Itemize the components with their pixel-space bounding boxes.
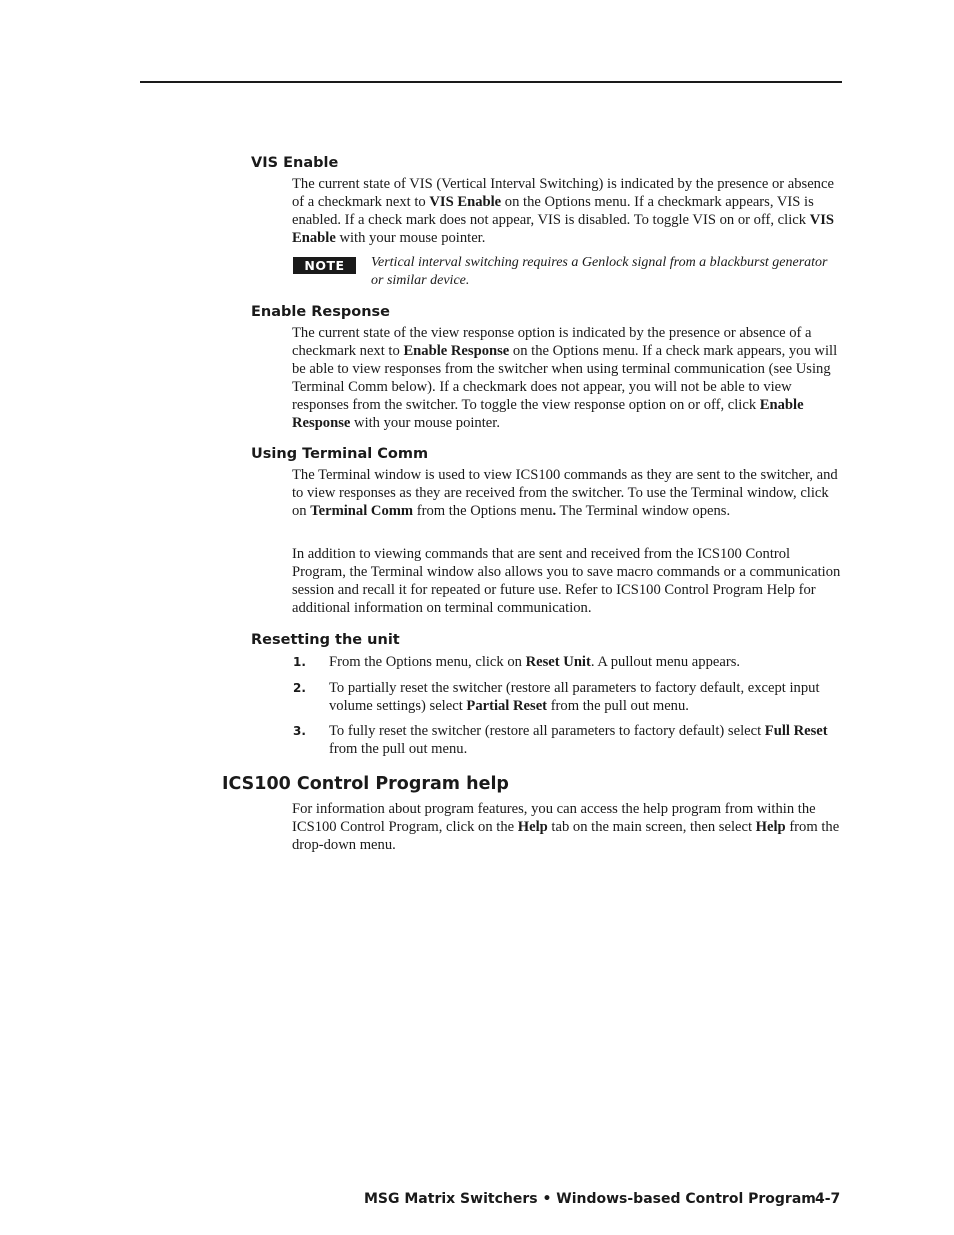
list-item-number: 3. [293, 724, 306, 738]
terminal-comm-paragraph-1: The Terminal window is used to view ICS100 commands as they are sent to the switcher, and to view responses as they are received from the switcher. To use the Terminal window, click on Terminal Comm from the Options menu. The Terminal window opens. [292, 467, 838, 519]
list-item-number: 2. [293, 681, 306, 695]
help-paragraph: For information about program features, you can access the help program from within the ICS100 Control Program, click on the Help tab on the main screen, then select Help from the drop-down menu. [292, 801, 840, 853]
list-item-number: 1. [293, 655, 306, 669]
footer-title: MSG Matrix Switchers • Windows-based Control Program [364, 1191, 816, 1207]
heading-resetting-unit: Resetting the unit [251, 632, 400, 648]
enable-response-paragraph: The current state of the view response option is indicated by the presence or absence of a checkmark next to Enable Response on the Options menu. If a check mark appears, you will be able to view responses from the switcher when using terminal communication (see Using Terminal Comm below). If a checkmark does not appear, you will not be able to view responses from the switcher. To toggle the view response option on or off, click Enable Response with your mouse pointer. [292, 325, 838, 431]
heading-vis-enable: VIS Enable [251, 155, 339, 171]
vis-enable-paragraph: The current state of VIS (Vertical Interval Switching) is indicated by the presence or absence of a checkmark next to VIS Enable on the Options menu. If a checkmark appears, VIS is enabled. If a check mark does not appear, VIS is disabled. To toggle VIS on or off, click VIS Enable with your mouse pointer. [292, 176, 835, 246]
heading-terminal-comm: Using Terminal Comm [251, 446, 429, 462]
page-number: 4-7 [815, 1191, 841, 1207]
header-rule [140, 81, 842, 83]
heading-help: ICS100 Control Program help [222, 774, 509, 794]
list-item: To fully reset the switcher (restore all parameters to factory default) select Full Reset from the pull out menu. [329, 723, 828, 757]
note-badge: NOTE [293, 257, 356, 274]
terminal-comm-paragraph-2: In addition to viewing commands that are sent and received from the ICS100 Control Program, the Terminal window also allows you to save macro commands or a communication session and recall it for repeated or future use. Refer to ICS100 Control Program Help for additional information on terminal communication. [292, 546, 841, 616]
list-item: From the Options menu, click on Reset Unit. A pullout menu appears. [329, 654, 741, 670]
note-text: Vertical interval switching requires a Genlock signal from a blackburst generator or similar device. [371, 255, 828, 288]
list-item: To partially reset the switcher (restore all parameters to factory default, except input volume settings) select Partial Reset from the pull out menu. [329, 680, 820, 714]
heading-enable-response: Enable Response [251, 304, 391, 320]
